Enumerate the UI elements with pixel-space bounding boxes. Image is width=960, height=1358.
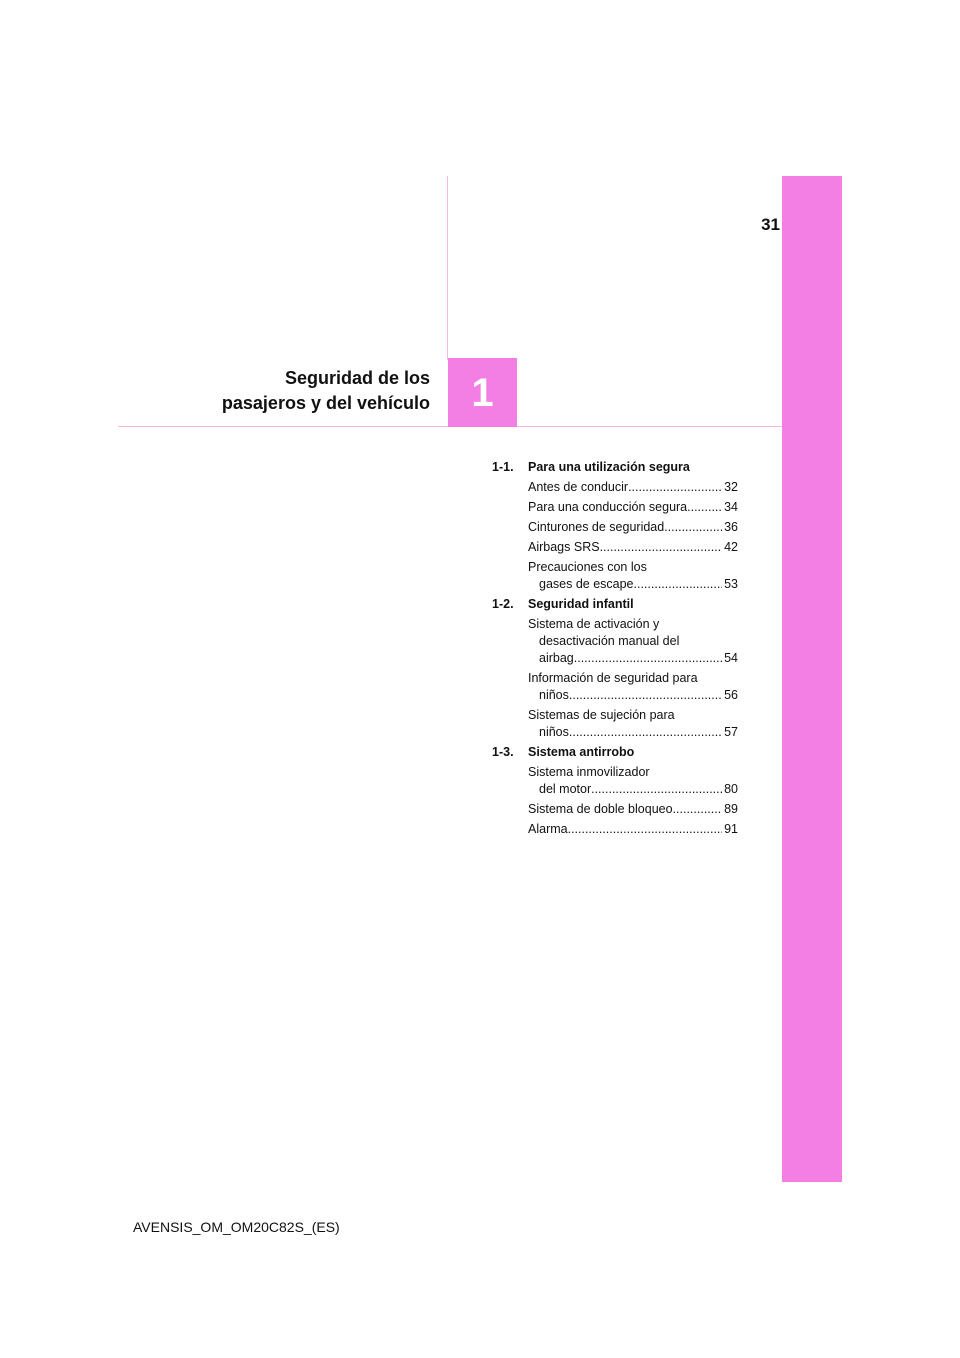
toc-entry-line	[528, 633, 738, 650]
toc-leader-dots	[673, 801, 723, 818]
toc-entry-text: niños	[539, 725, 569, 739]
toc-entry[interactable]	[528, 821, 738, 838]
toc-leader-dots	[628, 479, 722, 496]
toc-entry-text: desactivación manual del	[539, 634, 680, 648]
toc-entry-page: 56	[724, 688, 738, 702]
page-number: 31	[761, 215, 780, 234]
toc-entry-line	[528, 801, 738, 818]
toc-entry-page: 80	[724, 782, 738, 796]
toc-section-heading[interactable]	[492, 596, 738, 613]
toc-leader-dots	[569, 687, 722, 704]
toc-section-title: Para una utilización segura	[528, 460, 690, 474]
toc-section-title: Sistema antirrobo	[528, 745, 635, 759]
toc-entry-text: Sistema de activación y	[528, 617, 660, 631]
vertical-rule	[447, 176, 448, 360]
toc-entry[interactable]	[528, 616, 738, 667]
toc-entry-page: 32	[724, 480, 738, 494]
toc-leader-dots	[591, 781, 722, 798]
toc-leader-dots	[569, 724, 722, 741]
toc-entry[interactable]	[528, 499, 738, 516]
toc-entry-text: Airbags SRS	[528, 540, 600, 554]
toc-section-number: 1-2.	[492, 597, 514, 611]
toc-entry-page: 42	[724, 540, 738, 554]
toc-leader-dots	[574, 650, 722, 667]
toc-leader-dots	[600, 539, 723, 556]
toc-entry-text: Información de seguridad para	[528, 671, 698, 685]
chapter-title	[150, 366, 430, 416]
toc-entry[interactable]	[528, 707, 738, 741]
toc-leader-dots	[687, 499, 722, 516]
toc-entry-line	[528, 616, 738, 633]
chapter-title-line-2: pasajeros y del vehículo	[221, 393, 430, 413]
chapter-side-tab	[782, 176, 842, 1182]
toc-entry-line	[528, 687, 738, 704]
toc-entry[interactable]	[528, 539, 738, 556]
toc-entry-line	[528, 670, 738, 687]
toc-entry-line	[528, 519, 738, 536]
toc-entry-text: Antes de conducir	[528, 480, 629, 494]
toc-entry-text: Sistemas de sujeción para	[528, 708, 675, 722]
chapter-title-line-1: Seguridad de los	[284, 368, 430, 388]
toc-entry-page: 34	[724, 500, 738, 514]
toc-entry-line	[528, 764, 738, 781]
toc-entry[interactable]	[528, 519, 738, 536]
toc-entry-line	[528, 707, 738, 724]
chapter-number-box	[448, 358, 517, 427]
toc-entry-page: 54	[724, 651, 738, 665]
toc-entry[interactable]	[528, 479, 738, 496]
toc-entry-text: niños	[539, 688, 569, 702]
toc-section-number: 1-3.	[492, 745, 514, 759]
toc-entry-text: Sistema de doble bloqueo	[528, 802, 673, 816]
footer-code: AVENSIS_OM_OM20C82S_(ES)	[133, 1219, 340, 1235]
toc-entry-text: del motor	[539, 782, 592, 796]
toc-entry-text: Para una conducción segura	[528, 500, 688, 514]
toc-entry[interactable]	[528, 764, 738, 798]
toc-leader-dots	[634, 576, 723, 593]
toc-entry-page: 36	[724, 520, 738, 534]
toc-entry-page: 89	[724, 802, 738, 816]
toc-entry-line	[528, 724, 738, 741]
toc-entry-page: 57	[724, 725, 738, 739]
toc-entry[interactable]	[528, 801, 738, 818]
toc-section-heading[interactable]	[492, 744, 738, 761]
toc-entry-line	[528, 821, 738, 838]
toc-entry-page: 53	[724, 577, 738, 591]
toc-entry-line	[528, 559, 738, 576]
toc-entry-text: Precauciones con los	[528, 560, 647, 574]
toc-entry[interactable]	[528, 670, 738, 704]
toc-entry-line	[528, 781, 738, 798]
toc-entry[interactable]	[528, 559, 738, 593]
toc-entry-line	[528, 650, 738, 667]
toc-leader-dots	[664, 519, 722, 536]
toc-entry-line	[528, 479, 738, 496]
toc-section-heading[interactable]	[492, 459, 738, 476]
table-of-contents	[492, 459, 738, 838]
toc-entry-page: 91	[724, 822, 738, 836]
toc-entry-line	[528, 499, 738, 516]
toc-entry-line	[528, 576, 738, 593]
toc-entry-text: Sistema inmovilizador	[528, 765, 650, 779]
toc-entry-text: Cinturones de seguridad	[528, 520, 665, 534]
chapter-number: 1	[471, 370, 494, 415]
toc-entry-text: gases de escape	[539, 577, 634, 591]
toc-leader-dots	[568, 821, 723, 838]
toc-entry-text: airbag	[539, 651, 574, 665]
toc-entry-line	[528, 539, 738, 556]
toc-section-number: 1-1.	[492, 460, 514, 474]
toc-entry-text: Alarma	[528, 822, 568, 836]
toc-section-title: Seguridad infantil	[528, 597, 634, 611]
